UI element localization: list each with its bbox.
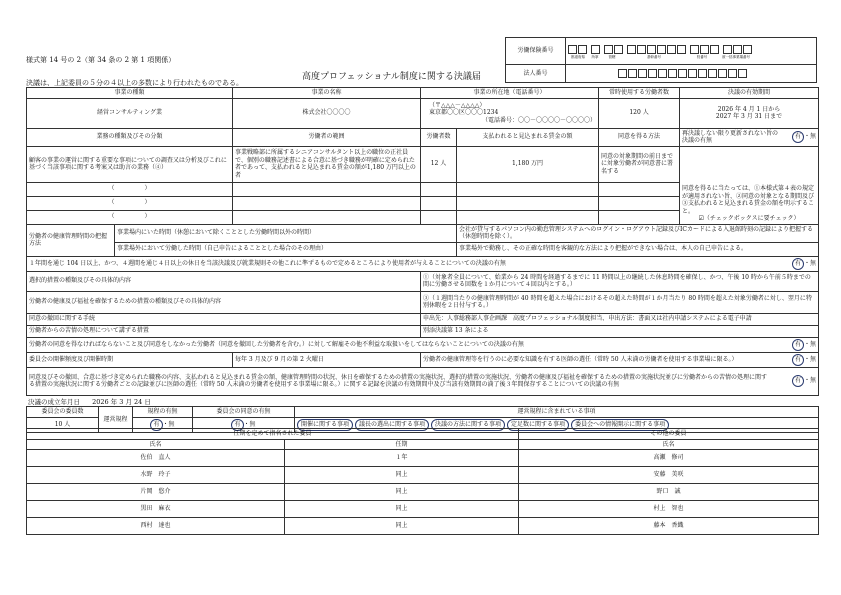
other-member-name[interactable]: 村上 智也 [519,501,819,518]
sub-label-jurisdiction: 所掌 [591,54,599,59]
no-disadvantage-row [27,337,819,352]
rules-exist-label: 規程の有無 [133,407,193,418]
records-yes-option[interactable]: 有 [792,375,804,387]
consent-empty-3[interactable] [599,210,680,224]
corporate-number-label: 法人番号 [506,65,566,83]
sub-label-office: 管轄 [608,54,616,59]
committee-count-label: 委員会の委員数 [27,407,99,418]
digit-box[interactable] [743,45,752,54]
committee-frequency-value[interactable]: 毎年 3 月及び 9 月の第 2 火曜日 [233,352,421,367]
other-member-name[interactable]: 高瀬 修司 [519,450,819,467]
validity-value[interactable]: 2026 年 4 月 1 日から 2027 年 3 月 31 日まで [680,98,819,128]
established-date-row [28,398,151,406]
count-empty-3[interactable] [421,210,457,224]
no-disadvantage-yes-option[interactable]: 有 [792,339,804,351]
appointed-members-label: 任期を定めて指名された委員 [27,429,519,440]
consent-method-value[interactable]: 同意の対象期間の前日までに対象労働者が同意書に署名する [599,146,680,182]
duty-description[interactable]: 顧客の事業の運営に関する重要な事項についての調査又は分析及びこれに基づく当該事項に関する考案又は助言の業務（④） [27,146,233,182]
appointed-member-name[interactable]: 水野 玲子 [27,467,285,484]
consent-notes: 同意を得るに当たっては、①本様式第４表の規定が適用されない旨、②同意の対象となる期間及び③支払われると見込まれる賃金の額を明示すること。 [682,185,815,215]
digit-box[interactable] [648,69,657,78]
wage-empty-1[interactable] [457,182,599,196]
checkbox-note[interactable]: ☑（チェックボックスに要チェック） [698,215,800,222]
appointed-member-name[interactable]: 佐伯 直人 [27,450,285,467]
digit-box[interactable] [647,45,656,54]
col-business-type: 事業の種類 [27,88,233,99]
duty-wage-value[interactable]: 1,180 万円 [457,146,599,182]
members-table [26,428,819,535]
doctor-label: 労働者の健康管理等を行うのに必要な知識を有する医師の選任（常時 50 人未満の労働者を使用する事業場に限る。） [423,355,738,363]
inside-time-value[interactable]: 会社が貸与するパソコン内の勤怠管理システムへのログイン・ログアウト記録及びICカードによる入退館時刻の記録により把握する（休憩時間を除く）。 [457,224,819,242]
corporate-number-boxes[interactable] [566,65,817,83]
doctor-row [421,352,819,367]
scope-empty-1[interactable] [233,182,421,196]
duty-empty-row-2[interactable]: （ ） [27,196,233,210]
established-label: 決議の成立年月日 [28,398,80,406]
appointed-member-term[interactable]: 同上 [285,518,519,535]
duty-empty-row-3[interactable]: （ ） [27,210,233,224]
postal-code: （〒△△△－△△△△） [429,101,486,109]
appointed-member-name[interactable]: 片岡 悠介 [27,484,285,501]
inside-time-label: 事業場内にいた時間（休憩において除くこととした労働時間以外の時間） [115,224,457,242]
holiday-row [27,256,819,271]
no-disadvantage-no-option[interactable]: ・無 [804,340,817,348]
complaint-value[interactable]: 別添決議第 13 条による [421,325,819,337]
col-count: 労働者数 [421,128,457,146]
digit-box[interactable] [738,69,747,78]
col-worker-count: 常時使用する労働者数 [599,88,680,99]
health-time-label: 労働者の健康管理時間の把握方法 [27,224,115,256]
appointed-term-col: 任期 [285,439,519,450]
consent-no-option[interactable]: ・無 [243,420,256,428]
other-member-name[interactable]: 安藤 美咲 [519,467,819,484]
rule-item-disclosure[interactable]: 委員会への情報開示に関する事項 [571,419,669,431]
duty-empty-row-1[interactable]: （ ） [27,182,233,196]
labor-insurance-label: 労働保険番号 [506,38,566,65]
digit-box[interactable] [604,45,613,54]
page-title: 高度プロフェッショナル制度に関する決議届 [302,72,481,82]
appointed-member-term[interactable]: １年 [285,450,519,467]
digit-box[interactable] [568,45,577,54]
duty-count-value[interactable]: 12 人 [421,146,457,182]
other-name-col: 氏名 [519,439,819,450]
member-row [27,484,819,501]
scope-empty-2[interactable] [233,196,421,210]
sub-label-prefecture: 都道府県 [571,54,585,59]
digit-box[interactable] [700,45,709,54]
address: 東京都〇〇区〇〇〇1234 [429,109,499,117]
complaint-label: 労働者からの苦情の処理について講ずる措置 [27,325,421,337]
col-validity: 決議の有効期間 [680,88,819,99]
id-number-table [505,37,817,83]
holiday-yes-option[interactable]: 有 [792,258,804,270]
digit-box[interactable] [678,69,687,78]
count-empty-2[interactable] [421,196,457,210]
digit-box[interactable] [698,69,707,78]
labor-insurance-boxes[interactable] [566,38,817,65]
rule-item-quorum[interactable]: 定足数に関する事項 [507,419,569,431]
sub-label-branch-number: 枝番号 [696,54,708,59]
rule-item-chair[interactable]: 議長の選出に関する事項 [355,419,429,431]
col-business-address: 事業の所在地（電話番号） [421,88,599,99]
other-member-name[interactable]: 藤本 香織 [519,518,819,535]
doctor-yes-option[interactable]: 有 [792,354,804,366]
col-business-name: 事業の名称 [233,88,421,99]
rules-no-option[interactable]: ・無 [162,420,175,428]
records-row [27,367,819,395]
sub-label-base-number: 基幹番号 [647,54,661,59]
established-date[interactable]: 2026 年 3 月 24 日 [92,398,151,406]
business-type-value[interactable]: 経営コンサルティング業 [27,98,233,128]
member-row [27,518,819,535]
digit-box[interactable] [667,45,676,54]
appointed-member-name[interactable]: 西村 達也 [27,518,285,535]
digit-box[interactable] [688,69,697,78]
rules-label: 運営規程 [99,407,133,433]
selective-label: 選択的措置の種類及びその具体的内容 [27,271,421,291]
corporate-number-box-row[interactable] [568,69,814,78]
scope-empty-3[interactable] [233,210,421,224]
digit-box[interactable] [628,69,637,78]
doctor-no-option[interactable]: ・無 [804,355,817,363]
col-expected-wage: 支払われると見込まれる賃金の額 [457,128,599,146]
col-worker-scope: 労働者の範囲 [233,128,421,146]
renewal-label: 再決議しない限り更新されない旨の決議の有無 [682,129,779,144]
resolution-note: 決議は、上記委員の５分の４以上の多数により行われたものである。 [26,79,243,87]
business-name-value[interactable]: 株式会社〇〇〇〇 [233,98,421,128]
digit-box[interactable] [591,45,600,54]
digit-box[interactable] [657,45,666,54]
phone: （電話番号：〇〇－〇〇〇〇－〇〇〇〇） [482,116,597,124]
digit-box[interactable] [677,45,686,54]
committee-consent-label: 委員会の同意の有無 [193,407,295,418]
digit-box[interactable] [718,69,727,78]
consent-notes-cell [680,146,819,224]
digit-box[interactable] [708,69,717,78]
renewal-yes-option[interactable]: 有 [792,131,804,143]
digit-box[interactable] [710,45,719,54]
other-members-label: その他の委員 [519,429,819,440]
digit-box[interactable] [627,45,636,54]
consent-yes-option[interactable]: 有 [231,419,243,431]
rules-yes-option[interactable]: 有 [150,419,162,431]
rule-item-meeting[interactable]: 開催に関する事項 [297,419,353,431]
digit-box[interactable] [668,69,677,78]
digit-box[interactable] [723,45,732,54]
appointed-member-term[interactable]: 同上 [285,484,519,501]
labor-insurance-box-row[interactable] [568,45,814,54]
holiday-no-option[interactable]: ・無 [804,259,817,267]
withdrawal-label: 同意の撤回に関する手続 [27,313,421,325]
outside-time-value[interactable]: 事業場外で勤務し、その正確な時間を客観的な方法により把握ができない場合は、本人の自己申告による。 [457,242,819,256]
form-number: 様式第 14 号の 2（第 34 条の 2 第 1 項関係） [26,56,176,64]
business-address-value[interactable] [421,98,599,128]
no-disadvantage-label: 労働者の同意を得なければならないこと及び同意をしなかった労働者（同意を撤回した労働者を含む。）に対して解雇その他不利益な取扱いをしてはならないことについての決議の有無 [29,340,524,348]
worker-scope-value[interactable]: 事業戦略部に所属するシニアコンサルタント以上の職位の正社員で、個別の職務記述書による合意に基づき職務が明確に定められた者であって、支払われると見込まれる賃金の額が1,180 万円以上の者 [233,146,421,182]
consent-empty-2[interactable] [599,196,680,210]
digit-box[interactable] [658,69,667,78]
count-empty-1[interactable] [421,182,457,196]
digit-box[interactable] [733,45,742,54]
outside-time-label: 事業場外において労働した時間（自己申告によることとした場合のその理由） [115,242,457,256]
appointed-name-col: 氏名 [27,439,285,450]
holiday-label: １年間を通じ 104 日以上、かつ、４週間を通じ４日以上の休日を当該決議及び就業規則その他これに準ずるもので定めるところにより使用者が与えることについての決議の有無 [29,259,506,267]
resolution-form [26,87,819,396]
consent-empty-1[interactable] [599,182,680,196]
appointed-member-term[interactable]: 同上 [285,501,519,518]
committee-count-value[interactable]: 10 人 [27,417,99,432]
appointed-member-term[interactable]: 同上 [285,467,519,484]
worker-count-value[interactable]: 120 人 [599,98,680,128]
digit-box[interactable] [690,45,699,54]
committee-frequency-label: 委員会の開催頻度及び開催時期 [27,352,233,367]
withdrawal-value[interactable]: 申出先：人事総務部人事企画課 高度プロフェッショナル制度担当、申出方法：書面又は社内申請システムによる電子申請 [421,313,819,325]
member-row [27,467,819,484]
col-duty-type: 業務の種類及びその分類 [27,128,233,146]
member-row [27,450,819,467]
digit-box[interactable] [618,69,627,78]
renewal-no-option[interactable]: ・無 [804,133,817,140]
member-row [27,501,819,518]
selective-value[interactable]: ①（対象者全員について、始業から 24 時間を経過するまでに 11 時間以上の継続した休息時間を確保し、かつ、午後 10 時から午前５時までの間に労働させる回数を１か月について４回以内とする。） [421,271,819,291]
appointed-member-name[interactable]: 黒田 麻衣 [27,501,285,518]
wage-empty-3[interactable] [457,210,599,224]
digit-box[interactable] [637,45,646,54]
rules-contents-label: 運営規程に含まれている事項 [295,407,819,418]
digit-box[interactable] [578,45,587,54]
records-label: 同意及びその撤回、合意に基づき定められた職務の内容、支払われると見込まれる賃金の額、健康管理時間の状況、休日を確保するための措置の実施状況、選択的措置の実施状況、労働者の健康及び福祉を確保するための措置の実施状況並びに労働者からの苦情の処理に関する措置の実施状況に関する労働者ごとの記録並びに医師の選任（常時 50 人未満の労働者を使用する事業場に限る。）に関する記録を決議の有効期間中及び当該有効期間の満了後３年間保存することについての決議の有無 [29,373,768,388]
digit-box[interactable] [614,45,623,54]
col-consent-method: 同意を得る方法 [599,128,680,146]
renewal-question [680,128,819,146]
records-no-option[interactable]: ・無 [804,377,817,384]
other-member-name[interactable]: 野口 誠 [519,484,819,501]
wage-empty-2[interactable] [457,196,599,210]
digit-box[interactable] [728,69,737,78]
digit-box[interactable] [638,69,647,78]
rule-item-voting[interactable]: 決議の方法に関する事項 [431,419,505,431]
welfare-value[interactable]: ③（１週間当たりの健康管理時間が 40 時間を超えた場合におけるその超えた時間が１か月当たり 80 時間を超えた対象労働者に対し、翌月に特別休暇を２日付与する。） [421,291,819,313]
welfare-label: 労働者の健康及び福祉を確保するための措置の種類及びその具体的内容 [27,291,421,313]
sub-label-sub-office: 被一括事業場番号 [722,54,750,59]
